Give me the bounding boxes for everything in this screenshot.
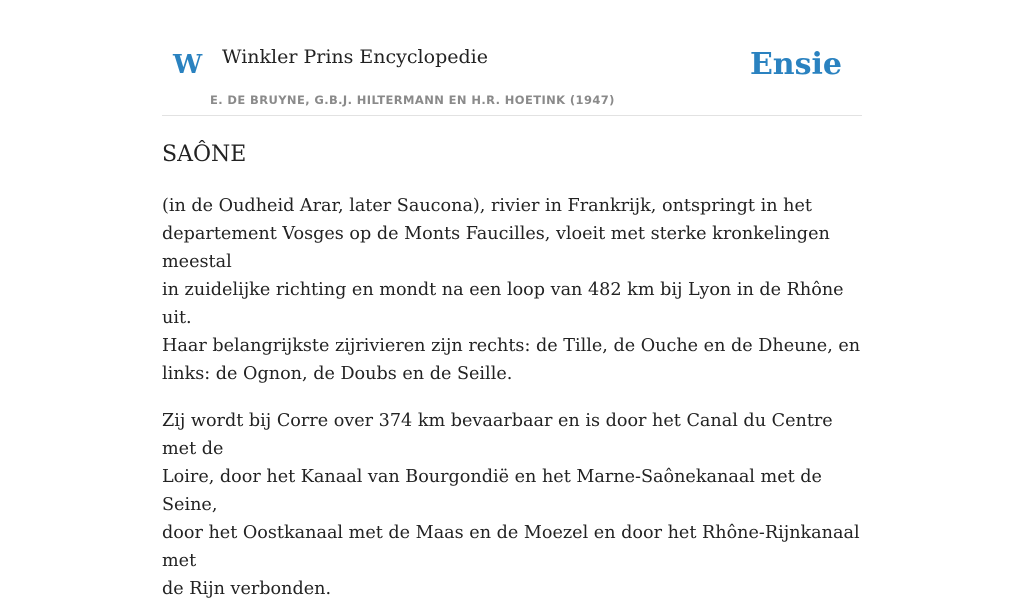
article-paragraph: (in de Oudheid Arar, later Saucona), rivier in Frankrijk, ontspringt in het departement Vosges op de Monts Faucilles, vloeit met sterke kronkelingen meestal in zuidelijke richting en mondt na een loop van 482 km bij Lyon in de Rhône uit. Haar belangrijkste zijrivieren zijn rechts: de Tille, de Ouche en de Dheune, en links: de Ognon, de Doubs en de Seille. bbox=[162, 196, 861, 385]
ensie-logo-link[interactable]: Ensie bbox=[749, 47, 842, 82]
publication-header bbox=[162, 0, 862, 116]
article-card bbox=[162, 0, 862, 600]
article-title: SAÔNE bbox=[162, 142, 247, 167]
publication-title[interactable]: Winkler Prins Encyclopedie bbox=[222, 46, 488, 68]
publication-authors: E. DE BRUYNE, G.B.J. HILTERMANN EN H.R. HOETINK (1947) bbox=[210, 93, 615, 107]
article-paragraph: Zij wordt bij Corre over 374 km bevaarbaar en is door het Canal du Centre met de Loire, door het Kanaal van Bourgondië en het Marne-Saônekanaal met de Seine, door het Oostkanaal met de Maas en de Moezel en door het Rhône-Rijnkanaal met de Rijn verbonden. bbox=[162, 411, 860, 600]
publication-logo[interactable]: W bbox=[173, 50, 203, 80]
